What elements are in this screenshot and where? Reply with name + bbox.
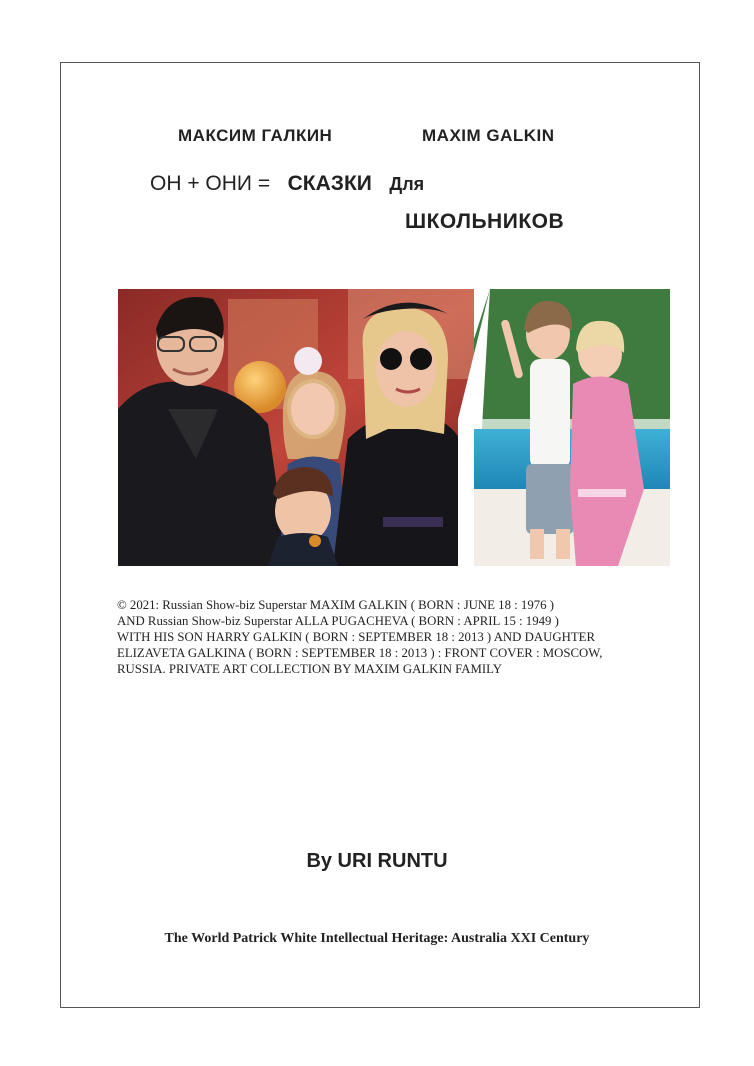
book-title-line-2: ШКОЛЬНИКОВ (405, 210, 565, 233)
caption-line: ELIZAVETA GALKINA ( BORN : SEPTEMBER 18 : 2013 ) : FRONT COVER : MOSCOW, (117, 646, 603, 660)
cover-photo (118, 289, 670, 566)
title-skazki: СКАЗКИ (287, 172, 372, 195)
caption-line: © 2021: Russian Show-biz Superstar MAXIM GALKIN ( BORN : JUNE 18 : 1976 ) (117, 598, 554, 612)
author-byline: By URI RUNTU (306, 850, 448, 872)
title-formula: ОН + ОНИ = (150, 172, 271, 195)
caption-line: AND Russian Show-biz Superstar ALLA PUGACHEVA ( BORN : APRIL 15 : 1949 ) (117, 614, 559, 628)
photo-caption (117, 597, 647, 677)
caption-line: WITH HIS SON HARRY GALKIN ( BORN : SEPTEMBER 18 : 2013 ) AND DAUGHTER (117, 630, 595, 644)
book-title-line-1 (150, 172, 424, 196)
title-dlya: Для (389, 174, 425, 194)
footer-heritage: The World Patrick White Intellectual Heritage: Australia XXI Century (164, 931, 590, 946)
author-name-english: MAXIM GALKIN (422, 126, 555, 145)
author-name-russian: МАКСИМ ГАЛКИН (178, 126, 333, 145)
caption-line: RUSSIA. PRIVATE ART COLLECTION BY MAXIM GALKIN FAMILY (117, 662, 502, 676)
